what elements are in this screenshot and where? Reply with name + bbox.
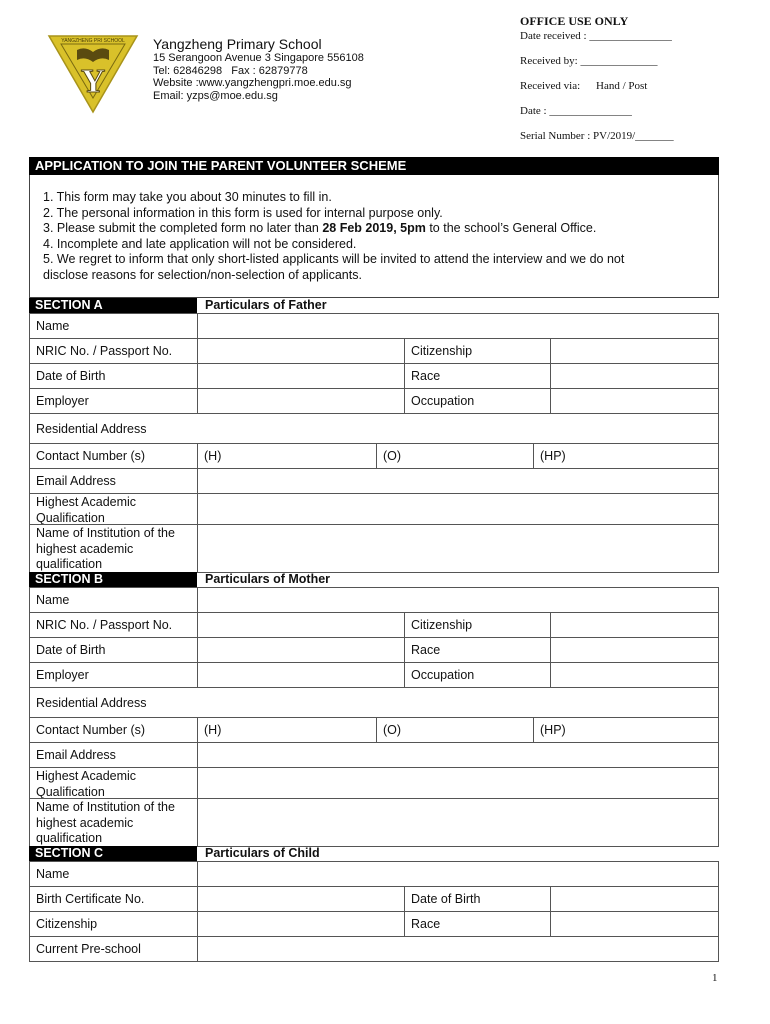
svg-text:Y: Y <box>80 63 106 100</box>
form-title-banner: APPLICATION TO JOIN THE PARENT VOLUNTEER SCHEME <box>29 157 719 175</box>
father-qualification-label: Highest Academic Qualification <box>29 493 198 525</box>
father-name-label: Name <box>29 313 198 339</box>
mother-institution-field[interactable] <box>197 798 719 847</box>
father-contact-label: Contact Number (s) <box>29 443 198 469</box>
mother-nric-label: NRIC No. / Passport No. <box>29 612 198 638</box>
school-website: Website :www.yangzhengpri.moe.edu.sg <box>153 77 352 89</box>
school-email: Email: yzps@moe.edu.sg <box>153 89 278 102</box>
mother-qualification-label: Highest Academic Qualification <box>29 767 198 799</box>
mother-dob-label: Date of Birth <box>29 637 198 663</box>
instruction-4: 4. Incomplete and late application will not be considered. <box>43 236 357 251</box>
mother-home-phone-field[interactable] <box>197 717 377 743</box>
child-birth-cert-label: Birth Certificate No. <box>29 886 198 912</box>
father-nric-field[interactable] <box>197 338 405 364</box>
father-address-field[interactable] <box>29 413 719 444</box>
mother-email-label: Email Address <box>29 742 198 768</box>
mother-address-label: Residential Address <box>36 695 147 710</box>
school-address: 15 Serangoon Avenue 3 Singapore 556108 <box>153 52 364 64</box>
mother-dob-field[interactable] <box>197 637 405 663</box>
office-use-box <box>520 14 720 154</box>
home-phone-label: (H) <box>204 723 222 737</box>
father-citizenship-label: Citizenship <box>404 338 551 364</box>
serial-number: Serial Number : PV/2019/_______ <box>520 130 674 142</box>
father-dob-field[interactable] <box>197 363 405 389</box>
home-phone-label: (H) <box>204 449 222 463</box>
mother-occupation-field[interactable] <box>550 662 719 688</box>
father-office-phone-field[interactable] <box>376 443 534 469</box>
child-preschool-label: Current Pre-school <box>29 936 198 962</box>
school-name: Yangzheng Primary School <box>153 36 322 52</box>
father-race-field[interactable] <box>550 363 719 389</box>
father-race-label: Race <box>404 363 551 389</box>
instruction-3 <box>43 221 718 237</box>
school-contact-info <box>153 52 364 102</box>
office-date: Date : _______________ <box>520 105 632 117</box>
father-qualification-field[interactable] <box>197 493 719 525</box>
child-name-label: Name <box>29 861 198 887</box>
child-name-field[interactable] <box>197 861 719 887</box>
mother-employer-label: Employer <box>29 662 198 688</box>
mother-qualification-field[interactable] <box>197 767 719 799</box>
mother-office-phone-field[interactable] <box>376 717 534 743</box>
father-mobile-phone-field[interactable] <box>533 443 719 469</box>
child-preschool-field[interactable] <box>197 936 719 962</box>
section-c-title: Particulars of Child <box>205 846 320 860</box>
father-home-phone-field[interactable] <box>197 443 377 469</box>
instruction-1: 1. This form may take you about 30 minutes to fill in. <box>43 190 332 204</box>
mobile-phone-label: (HP) <box>540 723 566 737</box>
mother-name-field[interactable] <box>197 587 719 613</box>
child-dob-field[interactable] <box>550 886 719 912</box>
father-email-field[interactable] <box>197 468 719 494</box>
section-b-head: SECTION B <box>29 572 197 587</box>
father-address-label: Residential Address <box>36 421 147 436</box>
deadline: 28 Feb 2019, 5pm <box>322 221 426 236</box>
child-race-field[interactable] <box>550 911 719 937</box>
school-tel-fax: Tel: 62846298 Fax : 62879778 <box>153 64 308 77</box>
father-institution-field[interactable] <box>197 524 719 573</box>
received-via-label: Received via: <box>520 80 581 92</box>
svg-text:YANGZHENG PRI SCHOOL: YANGZHENG PRI SCHOOL <box>61 38 125 44</box>
office-phone-label: (O) <box>383 449 402 463</box>
mobile-phone-label: (HP) <box>540 449 566 463</box>
instruction-3-tail: to the school’s General Office. <box>425 221 597 236</box>
mother-name-label: Name <box>29 587 198 613</box>
father-name-field[interactable] <box>197 313 719 339</box>
mother-citizenship-field[interactable] <box>550 612 719 638</box>
child-birth-cert-field[interactable] <box>197 886 405 912</box>
child-citizenship-field[interactable] <box>197 911 405 937</box>
father-employer-field[interactable] <box>197 388 405 414</box>
instructions <box>29 175 719 298</box>
father-citizenship-field[interactable] <box>550 338 719 364</box>
father-email-label: Email Address <box>29 468 198 494</box>
father-nric-label: NRIC No. / Passport No. <box>29 338 198 364</box>
child-citizenship-label: Citizenship <box>29 911 198 937</box>
school-logo <box>47 30 139 114</box>
office-use-title: OFFICE USE ONLY <box>520 14 629 28</box>
instruction-5: 5. We regret to inform that only short-listed applicants will be invited to attend the interview and we do not <box>43 252 625 267</box>
child-race-label: Race <box>404 911 551 937</box>
father-occupation-label: Occupation <box>404 388 551 414</box>
child-dob-label: Date of Birth <box>404 886 551 912</box>
mother-email-field[interactable] <box>197 742 719 768</box>
mother-contact-label: Contact Number (s) <box>29 717 198 743</box>
mother-address-field[interactable] <box>29 687 719 718</box>
mother-race-field[interactable] <box>550 637 719 663</box>
office-phone-label: (O) <box>383 723 402 737</box>
father-institution-label: Name of Institution of the highest academic qualification <box>29 524 198 573</box>
page-number: 1 <box>712 972 718 984</box>
received-via-value: Hand / Post <box>596 80 648 92</box>
instruction-2: 2. The personal information in this form is used for internal purpose only. <box>43 205 443 220</box>
father-dob-label: Date of Birth <box>29 363 198 389</box>
instruction-3-text: 3. Please submit the completed form no later than <box>43 221 323 236</box>
father-employer-label: Employer <box>29 388 198 414</box>
received-by: Received by: ______________ <box>520 55 658 67</box>
section-c-head: SECTION C <box>29 846 197 861</box>
mother-citizenship-label: Citizenship <box>404 612 551 638</box>
mother-nric-field[interactable] <box>197 612 405 638</box>
section-a-head: SECTION A <box>29 298 197 313</box>
date-received: Date received : _______________ <box>520 30 672 42</box>
mother-employer-field[interactable] <box>197 662 405 688</box>
instruction-5-cont: disclose reasons for selection/non-selection of applicants. <box>43 267 362 282</box>
mother-occupation-label: Occupation <box>404 662 551 688</box>
mother-institution-label: Name of Institution of the highest academic qualification <box>29 798 198 847</box>
mother-mobile-phone-field[interactable] <box>533 717 719 743</box>
section-a-title: Particulars of Father <box>205 298 327 312</box>
father-occupation-field[interactable] <box>550 388 719 414</box>
mother-race-label: Race <box>404 637 551 663</box>
section-b-title: Particulars of Mother <box>205 572 331 586</box>
